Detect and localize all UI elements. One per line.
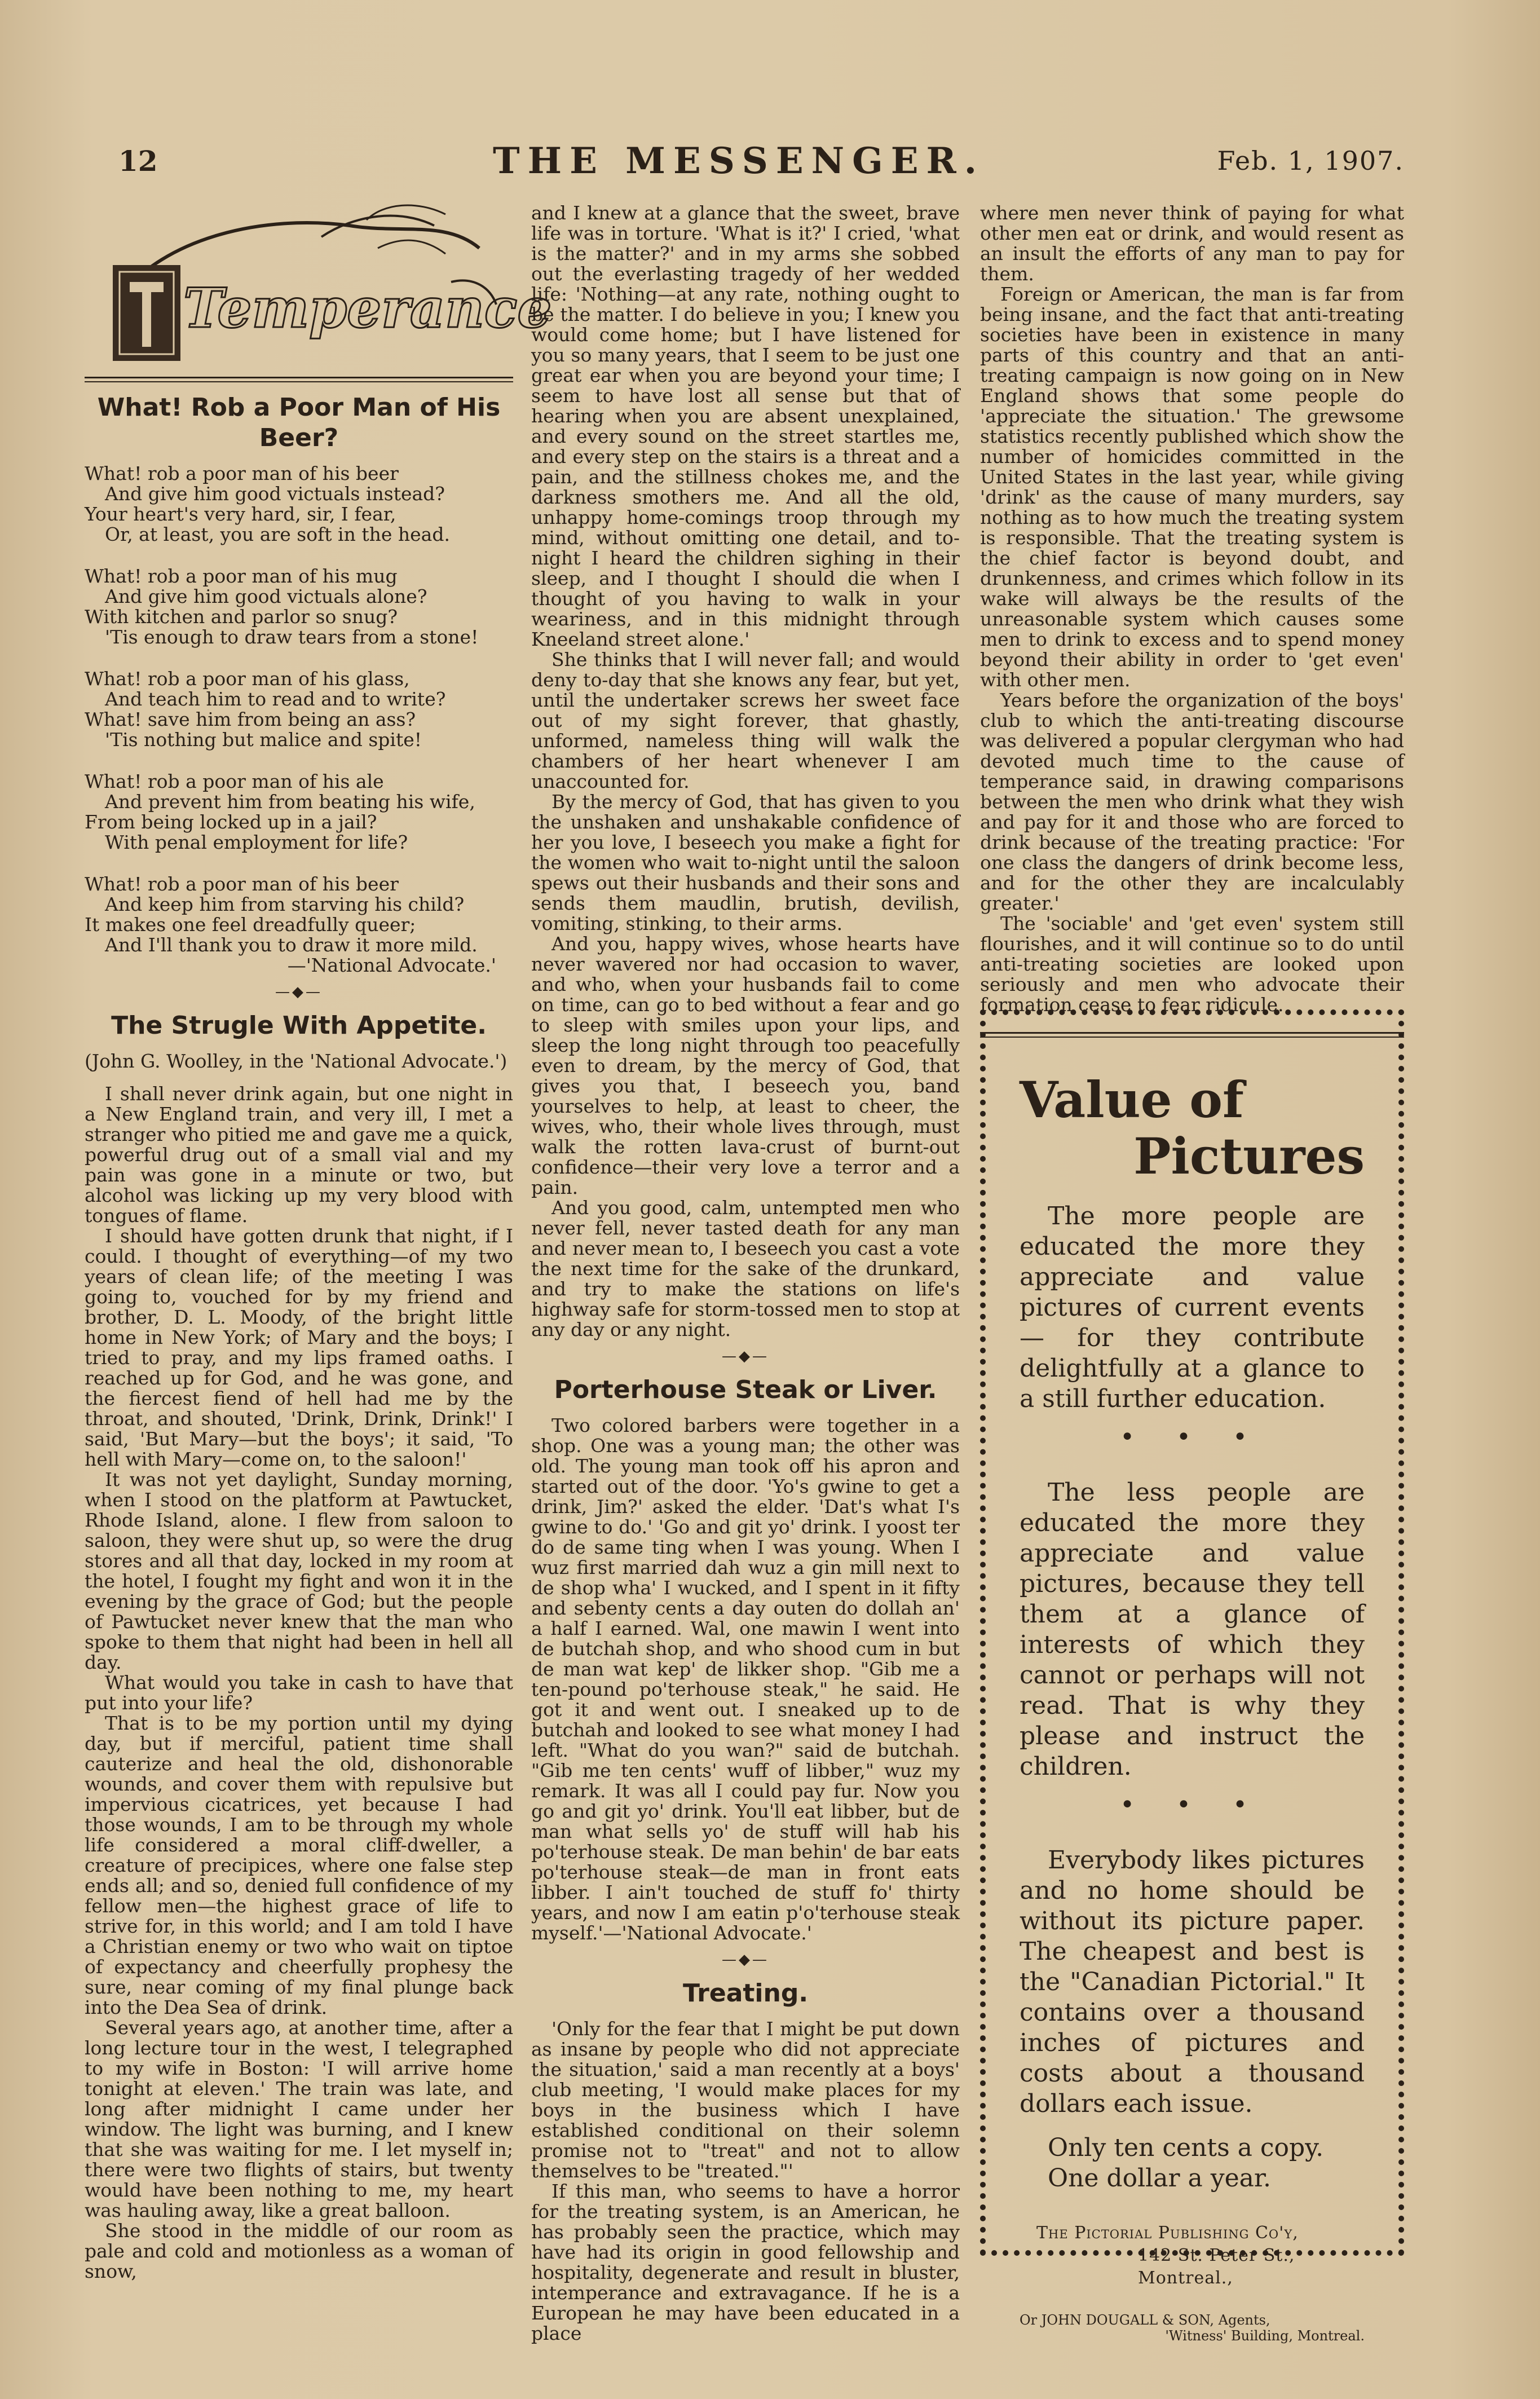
- poem-stanza: [85, 874, 513, 955]
- advert-separator: • • •: [1120, 1791, 1264, 1819]
- temperance-logo-text: Temperance: [183, 276, 552, 340]
- advert-title-line-2: Pictures: [1133, 1127, 1365, 1185]
- advert-price-year: One dollar a year.: [1048, 2164, 1272, 2193]
- article-paragraph: She stood in the middle of our room as pale and cold and motionless as a woman of snow,: [85, 2220, 513, 2282]
- article-paragraph: Foreign or American, the man is far from being insane, and the fact that anti-treating societies have been in existence in many parts of this country and that an anti-treating campaign is now going on in New England shows that some people do 'appreciate the situation.' The grewsome statistics recently published which show the number of homicides committed in the United States in the last year, while giving 'drink' as the cause of many murders, say nothing as to how much the treating system is responsible. That the treating system is the chief factor is beyond doubt, and drunkenness, and crimes which follow in its wake will always be the results of the unreasonable system which causes some men to drink to excess and to spend money beyond their ability in order to 'get even' with other men.: [980, 283, 1404, 691]
- article-paragraph: What would you take in cash to have that put into your life?: [85, 1672, 513, 1714]
- advert-paragraph-2: The less people are educated the more they appreciate and value pictures, because they tell them at a glance of interests of which they cannot or perhaps will not read. That is why they please and instruct the children.: [1020, 1478, 1365, 1781]
- treating-column-2-text: [531, 2019, 960, 2344]
- ornament-divider: —◆—: [722, 1348, 769, 1365]
- article-paragraph: and I knew at a glance that the sweet, brave life was in torture. 'What is it?' I cried, 'what is the matter?' and in my arms she sobbed out the everlasting tragedy of her wedded life: 'Nothing—at any rate, nothing ought to be the matter. I do believe in you; I knew you would come home; but I have listened for you so many years, that I seem to be just one great ear when you are beyond your time; I seem to have lost all sense but that of hearing when you are absent unexplained, and every sound on the street startles me, and every step on the stairs is a threat and a pain, and the stillness chokes me, and the darkness smothers me. And all the old, unhappy home-comings troop through my mind, without omitting one detail, and to-night I heard the children sighing in their sleep, and I thought I should die when I thought of you having to walk in your weariness, and in this midnight through Kneeland street alone.': [531, 202, 960, 650]
- strugle-title: The Strugle With Appetite.: [111, 1011, 487, 1040]
- poem: [85, 464, 513, 976]
- advert-publisher: [1020, 2222, 1365, 2290]
- poem-line: What! rob a poor man of his mug: [85, 565, 398, 587]
- porterhouse-text: [531, 1415, 960, 1943]
- poem-line: What! rob a poor man of his beer: [85, 873, 399, 895]
- article-paragraph: She thinks that I will never fall; and would deny to-day that she knows any fear, but yet, until the undertaker screws her sweet face out of my sight forever, that ghastly, unformed, nameless thing will walk the chambers of her heart whenever I am unaccounted for.: [531, 649, 960, 792]
- advert-publisher-address: 142 St. Peter St., Montreal.,: [1138, 2246, 1295, 2288]
- section-rule: [85, 377, 513, 382]
- article-paragraph: 'Only for the fear that I might be put down as insane by people who did not appreciate the situation,' said a man recently at a boys' club meeting, 'I would make places for my boys in the business which I have established conditional on their solemn promise not to "treat" and not to allow themselves to be "treated."': [531, 2018, 960, 2182]
- poem-title: What! Rob a Poor Man of His Beer?: [97, 393, 501, 452]
- advert-agent: [1020, 2312, 1365, 2344]
- poem-line: Your heart's very hard, sir, I fear,: [85, 503, 396, 525]
- strugle-column-1-text: [85, 1084, 513, 2282]
- poem-line: From being locked up in a jail?: [85, 811, 377, 833]
- ornament-divider: —◆—: [275, 984, 323, 1000]
- article-paragraph: Years before the organization of the boys' club to which the anti-treating discourse was delivered a popular clergyman who had devoted much time to the cause of temperance said, in drawing comparisons between the men who drink what they wish and pay for it and those who are forced to drink because of the treating practice: 'For one class the dangers of drink become less, and for the other they are incalculably greater.': [980, 689, 1404, 914]
- poem-line: What! rob a poor man of his glass,: [85, 668, 410, 690]
- poem-line: Or, at least, you are soft in the head.: [105, 523, 450, 545]
- article-paragraph: If this man, who seems to have a horror for the treating system, is an American, he has probably seen the practice, which may have had its origin in good fellowship and hospitality, degenerate and result in bluster, intemperance and extravagance. If he is a European he may have been educated in a place: [531, 2180, 960, 2344]
- strugle-column-2-text: [531, 203, 960, 1340]
- poem-line: What! rob a poor man of his ale: [85, 770, 384, 792]
- article-paragraph: It was not yet daylight, Sunday morning, when I stood on the platform at Pawtucket, Rhode Island, alone. I flew from saloon to saloon, they were shut up, so were the drug stores and all that day, locked in my room at the hotel, I fought my fight and won it in the evening by the grace of God; but the people of Pawtucket never knew that the man who spoke to them that night had been in hell all day.: [85, 1468, 513, 1673]
- advertisement-value-of-pictures: [980, 1009, 1404, 2344]
- poem-line: And give him good victuals instead?: [105, 483, 445, 505]
- article-paragraph: And you good, calm, untempted men who never fell, never tasted death for any man and never mean to, I beseech you cast a vote the next time for the sake of the drunkard, and try to make the stations on life's highway safe for storm-tossed men to stop at any day or any night.: [531, 1197, 960, 1340]
- column-1: [85, 203, 552, 2282]
- porterhouse-title: Porterhouse Steak or Liver.: [554, 1375, 937, 1404]
- poem-attribution: —'National Advocate.': [287, 954, 496, 976]
- article-paragraph: where men never think of paying for what other men eat or drink, and would resent as an insult the efforts of any man to pay for them.: [980, 202, 1404, 285]
- temperance-flourish-icon: [85, 203, 552, 367]
- advert-agent-address: 'Witness' Building, Montreal.: [1165, 2328, 1365, 2344]
- temperance-logo: [85, 203, 552, 367]
- article-paragraph: I should have gotten drunk that night, if I could. I thought of everything—of my two years of clean life; of the meeting I was going to, vouched for by my friend and brother, D. L. Moody, of the bright little home in New York; of Mary and the boys; I tried to pray, and my lips framed oaths. I reached up for God, and he was gone, and the fiercest fiend of hell had me by the throat, and shouted, 'Drink, Drink, Drink!' I said, 'But Mary—but the boys'; it said, 'To hell with Mary—come on, to the saloon!': [85, 1225, 513, 1470]
- poem-line: What! rob a poor man of his beer: [85, 462, 399, 484]
- article-paragraph: By the mercy of God, that has given to you the unshaken and unshakable confidence of her you love, I beseech you make a fight for the women who wait to-night until the saloon spews out their husbands and their sons and sends them maudlin, brutish, devilish, vomiting, stinking, to their arms.: [531, 791, 960, 934]
- poem-stanza: [85, 669, 513, 750]
- poem-line: With penal employment for life?: [105, 831, 408, 853]
- article-paragraph: Several years ago, at another time, after a long lecture tour in the west, I telegraphed to my wife in Boston: 'I will arrive home tonight at eleven.' The train was late, and long after midnight I came under her window. The light was burning, and I knew that she was waiting for me. I let myself in; there were two flights of stairs, but twenty would have been nothing to me, my heart was hauling away, like a great balloon.: [85, 2017, 513, 2221]
- poem-line: And give him good victuals alone?: [105, 585, 427, 607]
- page-number: 12: [118, 144, 158, 178]
- article-paragraph: And you, happy wives, whose hearts have never wavered nor had occasion to waver, and who, when your husbands fail to come on time, can go to bed without a fear and go to sleep with smiles upon your lips, and sleep the long night through too peacefully even to dream, by the mercy of God, that gives you that, I beseech you, band yourselves to help, at least to cheer, the wives, who, their whole lives through, must walk the rotten lava-crust of burnt-out confidence—their very love a terror and a pain.: [531, 933, 960, 1198]
- poem-stanza: [85, 771, 513, 853]
- poem-stanza: [85, 566, 513, 647]
- masthead: [118, 140, 1404, 185]
- article-paragraph: Two colored barbers were together in a shop. One was a young man; the other was old. The young man took off his apron and started out of the door. 'Yo's gwine to get a drink, Jim?' asked the elder. 'Dat's what I's gwine to do.' 'Go and git yo' drink. I yoost ter do de same ting when I was young. When I wuz first married dah wuz a gin mill next to de shop wha' I wucked, and I spent in it fifty and sebenty cents a day outen do dollah an' a half I earned. Wal, one mawin I went into de butchah shop, and who shood cum in but de man wat kep' de likker shop. "Gib me a ten-pound po'terhouse steak," he said. He got it and went out. I sneaked up to de butchah and looked to see what money I had left. "What do you wan?" said de butchah. "Gib me ten cents' wuff of libber," wuz my remark. It was all I could pay fur. Now you go and git yo' drink. You'll eat libber, but de man what sells yo' de stuff will hab his po'terhouse steak. De man behin' de bar eats po'terhouse steak—de man in front eats libber. I ain't touched de stuff fo' thirty years, and now I am eatin p'o'terhouse steak myself.'—'National Advocate.': [531, 1414, 960, 1944]
- strugle-byline: (John G. Woolley, in the 'National Advocate.'): [85, 1050, 508, 1072]
- issue-date: Feb. 1, 1907.: [1217, 145, 1404, 176]
- advert-agent-name: Or JOHN DOUGALL & SON, Agents,: [1020, 2312, 1270, 2328]
- advert-separator: • • •: [1120, 1423, 1264, 1452]
- poem-line: And keep him from starving his child?: [105, 893, 465, 915]
- column-3: [980, 203, 1404, 1048]
- column-2: [531, 203, 960, 2344]
- advert-paragraph-3: Everybody likes pictures and no home should be without its picture paper. The cheapest and best is the "Canadian Pictorial." It contains over a thousand inches of pictures and costs about a thousand dollars each issue.: [1020, 1846, 1365, 2118]
- article-paragraph: That is to be my portion until my dying day, but if merciful, patient time shall cauterize and heal the old, dishonorable wounds, and cover them with repulsive but impervious cicatrices, yet because I had those wounds, I am to be through my whole life considered a moral cliff-dweller, a creature of precipices, where one false step ends all; and so, denied full confidence of my fellow men—the highest grace of life to strive for, in this world; and I am told I have a Christian enemy or two who wait on tiptoe of expectancy and cheerfully prophesy the sure, near coming of my final plunge back into the Dea Sea of drink.: [85, 1712, 513, 2018]
- poem-stanza: [85, 464, 513, 545]
- advert-publisher-name: The Pictorial Publishing Co'y,: [1036, 2223, 1299, 2243]
- poem-line: And prevent him from beating his wife,: [105, 791, 475, 813]
- poem-line: With kitchen and parlor so snug?: [85, 606, 398, 628]
- poem-line: And I'll thank you to draw it more mild.: [105, 934, 478, 956]
- advertisement-body: [1020, 1071, 1365, 2344]
- advert-title-line-1: Value of: [1020, 1070, 1244, 1129]
- treating-title: Treating.: [682, 1979, 809, 2008]
- paper-title: THE MESSENGER.: [493, 140, 985, 182]
- ornament-divider: —◆—: [722, 1951, 769, 1968]
- poem-line: 'Tis enough to draw tears from a stone!: [105, 626, 479, 648]
- article-paragraph: I shall never drink again, but one night in a New England train, and very ill, I met a stranger who pitied me and gave me a quick, powerful drug out of a small vial and my pain was gone in a minute or two, but alcohol was licking up my very blood with tongues of flame.: [85, 1083, 513, 1227]
- advert-paragraph-1: The more people are educated the more they appreciate and value pictures of current events — for they contribute delightfully at a glance to a still further education.: [1020, 1202, 1365, 1413]
- poem-line: It makes one feel dreadfully queer;: [85, 914, 416, 936]
- treating-column-3-text: [980, 203, 1404, 1015]
- advert-price-copy: Only ten cents a copy.: [1048, 2133, 1324, 2162]
- article-paragraph: The 'sociable' and 'get even' system still flourishes, and it will continue so to do until anti-treating societies are looked upon seriously and men who advocate their formation cease to fear ridicule.: [980, 912, 1404, 1016]
- poem-line: What! save him from being an ass?: [85, 708, 416, 730]
- poem-line: 'Tis nothing but malice and spite!: [105, 729, 422, 751]
- poem-line: And teach him to read and to write?: [105, 688, 446, 710]
